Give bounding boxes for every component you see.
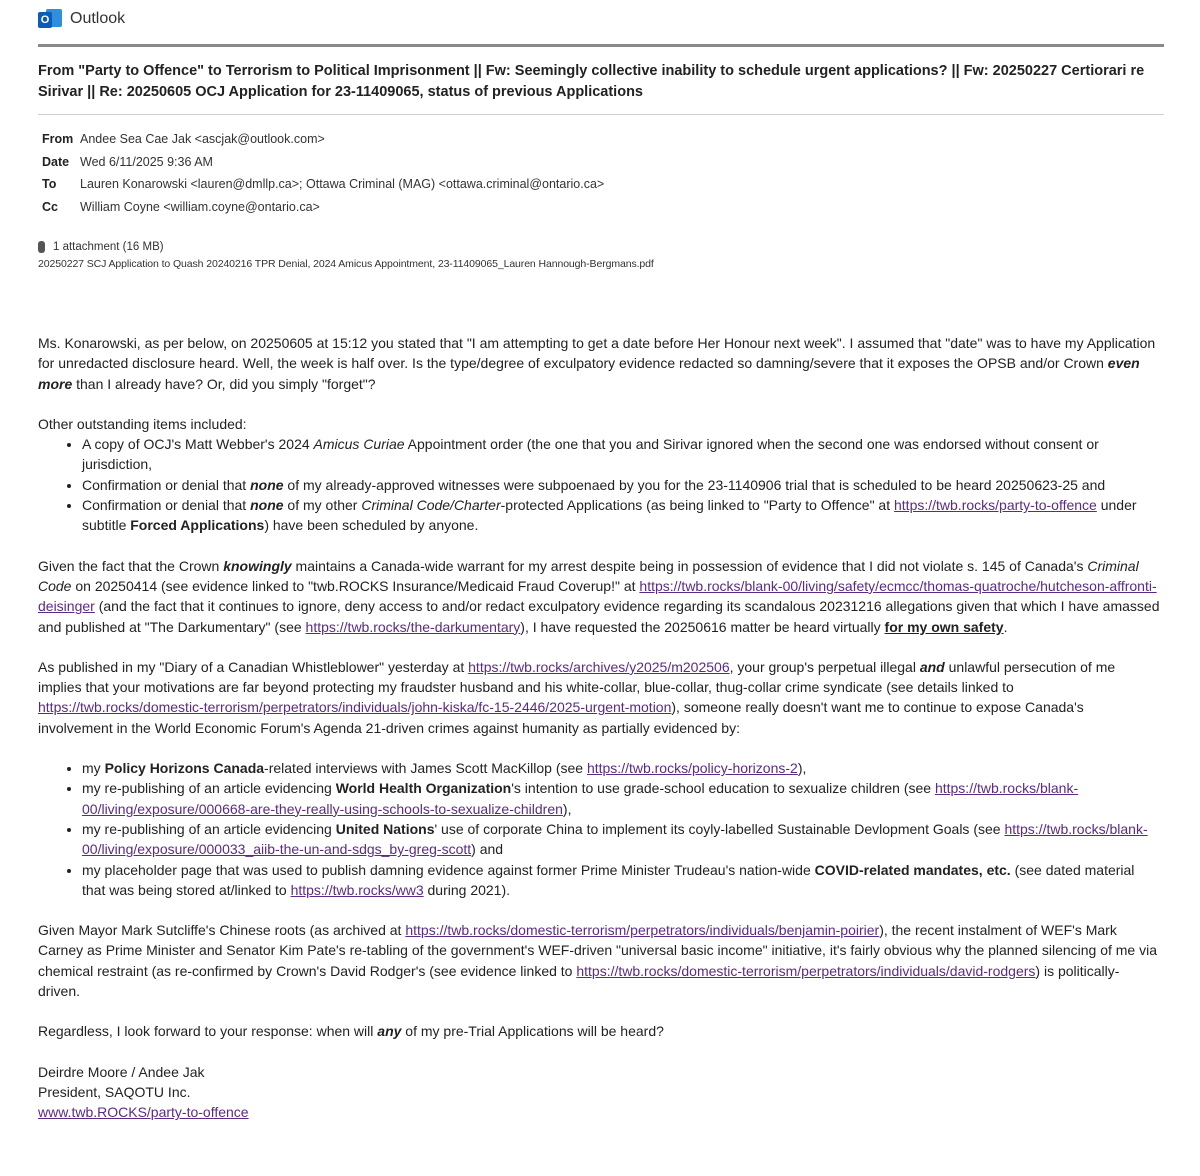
- david-rodgers-link[interactable]: https://twb.rocks/domestic-terrorism/perpetrators/individuals/david-rodgers: [576, 962, 1036, 979]
- app-name: Outlook: [70, 10, 126, 27]
- darkumentary-link[interactable]: https://twb.rocks/the-darkumentary: [305, 618, 521, 635]
- list-item: • Confirmation or denial that none of my other Criminal Code/Charter-protected Applications (as being linked to "Party to Offence" at https://twb.rocks/party-to-offence under subtitle Forced Applications) have been scheduled by anyone.: [82, 495, 1160, 536]
- app-header: [38, 6, 125, 32]
- outstanding-intro: Other outstanding items included:: [38, 415, 247, 432]
- list-item: • Confirmation or denial that none of my already-approved witnesses were subpoenaed by you for the 23-1140906 trial that is scheduled to be heard 20250623-25 and: [82, 475, 1160, 495]
- cc-value[interactable]: William Coyne <william.coyne@ontario.ca>: [80, 199, 320, 214]
- list-item: • my re-publishing of an article evidencing United Nations' use of corporate China to implement its coyly-labelled Sustainable Devlopment Goals (see https://twb.rocks/blank-00/living/exposure/000033_aiib-the-un-and-sdgs_by-greg-scott) and: [82, 819, 1160, 860]
- email-header-fields: [42, 128, 604, 218]
- email-body: [38, 333, 1160, 1123]
- from-row: [42, 128, 604, 151]
- benjamin-poirier-link[interactable]: https://twb.rocks/domestic-terrorism/perpetrators/individuals/benjamin-poirier: [405, 922, 880, 939]
- evidence-list: [38, 758, 1160, 900]
- date-row: [42, 151, 604, 174]
- paragraph-4: As published in my "Diary of a Canadian Whistleblower" yesterday at https://twb.rocks/archives/y2025/m202506, your group's perpetual illegal and unlawful persecution of me implies that your motivations are far beyond protecting my fraudster husband and his white-collar, blue-collar, thug-collar crime syndicate (see details linked to https://twb.rocks/domestic-terrorism/perpetrators/individuals/john-kiska/fc-15-2446/2025-urgent-motion), someone really doesn't want me to continue to expose Canada's involvement in the World Economic Forum's Agenda 21-driven crimes against humanity as partially evidenced by:: [38, 658, 1116, 736]
- party-to-offence-link[interactable]: https://twb.rocks/party-to-offence: [894, 497, 1097, 514]
- urgent-motion-link[interactable]: https://twb.rocks/domestic-terrorism/perpetrators/individuals/john-kiska/fc-15-2446/2025-urgent-motion: [38, 699, 672, 716]
- from-value[interactable]: Andee Sea Cae Jak <ascjak@outlook.com>: [80, 132, 325, 146]
- attachment-count: 1 attachment (16 MB): [53, 241, 164, 253]
- fraud-coverup-link[interactable]: https://twb.rocks/blank-00/living/safety/ecmcc/thomas-quatroche/hutcheson-affronti-deisinger: [38, 577, 1157, 615]
- from-label: From: [42, 132, 74, 146]
- paperclip-icon: [38, 241, 45, 253]
- date-value: Wed 6/11/2025 9:36 AM: [80, 154, 213, 169]
- paragraph-1: Ms. Konarowski, as per below, on 20250605 at 15:12 you stated that "I am attempting to get a date before Her Honour next week". I assumed that "date" was to have my Application for unredacted disclosure heard. Well, the week is half over. Is the type/degree of exculpatory evidence redacted so damning/severe that it exposes the OPSB and/or Crown even more than I already have? Or, did you simply "forget"?: [38, 335, 1156, 392]
- policy-horizons-link[interactable]: https://twb.rocks/policy-horizons-2: [586, 760, 798, 777]
- signature-link[interactable]: www.twb.ROCKS/party-to-offence: [38, 1104, 249, 1121]
- paragraph-6: Regardless, I look forward to your response: when will any of my pre-Trial Applications will be heard?: [38, 1023, 664, 1040]
- archives-link[interactable]: https://twb.rocks/archives/y2025/m202506: [468, 658, 730, 675]
- un-article-link[interactable]: https://twb.rocks/blank-00/living/exposure/000033_aiib-the-un-and-sdgs_by-greg-scott: [82, 820, 1148, 858]
- list-item: • A copy of OCJ's Matt Webber's 2024 Amicus Curiae Appointment order (the one that you and Sirivar ignored when the second one was endorsed without consent or jurisdiction,: [82, 434, 1160, 475]
- email-subject: From "Party to Offence" to Terrorism to Political Imprisonment || Fw: Seemingly collective inability to schedule urgent applications? || Fw: 20250227 Certiorari re Sirivar || Re: 20250605 OCJ Application for 23-11409065, status of previous Applications: [38, 63, 1145, 100]
- list-item: • my Policy Horizons Canada-related interviews with James Scott MacKillop (see https://twb.rocks/policy-horizons-2),: [82, 758, 1160, 778]
- signature-title: President, SAQOTU Inc.: [38, 1083, 191, 1100]
- to-label: To: [42, 177, 57, 191]
- outstanding-list: [38, 434, 1160, 535]
- ww3-link[interactable]: https://twb.rocks/ww3: [290, 881, 424, 898]
- attachments: [38, 241, 654, 270]
- list-item: • my re-publishing of an article evidencing World Health Organization's intention to use grade-school education to sexualize children (see https://twb.rocks/blank-00/living/exposure/000668-are-they-really-using-schools-to-sexualize-children),: [82, 778, 1160, 819]
- cc-label: Cc: [42, 199, 58, 214]
- header-divider: [38, 44, 1164, 47]
- date-label: Date: [42, 154, 70, 169]
- who-article-link[interactable]: https://twb.rocks/blank-00/living/exposure/000668-are-they-really-using-schools-to-sexualize-children: [82, 780, 1079, 817]
- to-value[interactable]: Lauren Konarowski <lauren@dmllp.ca>; Ottawa Criminal (MAG) <ottawa.criminal@ontario.ca>: [80, 177, 605, 191]
- paragraph-3: Given the fact that the Crown knowingly maintains a Canada-wide warrant for my arrest despite being in possession of evidence that I did not violate s. 145 of Canada's Criminal Code on 20250414 (see evidence linked to "twb.ROCKS Insurance/Medicaid Fraud Coverup!" at https://twb.rocks/blank-00/living/safety/ecmcc/thomas-quatroche/hutcheson-affronti-deisinger (and the fact that it continues to ignore, deny access to and/or redact exculpatory evidence regarding its scandalous 20231216 allegations given that which I have amassed and published at "The Darkumentary" (see https://twb.rocks/the-darkumentary), I have requested the 20250616 matter be heard virtually for my own safety.: [38, 557, 1160, 635]
- subject-divider: [38, 114, 1164, 115]
- paragraph-5: Given Mayor Mark Sutcliffe's Chinese roots (as archived at https://twb.rocks/domestic-terrorism/perpetrators/individuals/benjamin-poirier), the recent instalment of WEF's Mark Carney as Prime Minister and Senator Kim Pate's re-tabling of the government's WEF-driven "universal basic income" initiative, it's fairly obvious why the planned silencing of me via chemical restraint (as re-confirmed by Crown's David Rodger's (see evidence linked to https://twb.rocks/domestic-terrorism/perpetrators/individuals/david-rodgers) is politically-driven.: [38, 922, 1158, 1000]
- outlook-logo-icon: O: [38, 8, 62, 30]
- list-item: • my placeholder page that was used to publish damning evidence against former Prime Minister Trudeau's nation-wide COVID-related mandates, etc. (see dated material that was being stored at/linked to https://twb.rocks/ww3 during 2021).: [82, 860, 1160, 901]
- signature-name: Deirdre Moore / Andee Jak: [38, 1063, 205, 1080]
- to-row: [42, 173, 604, 196]
- cc-row: [42, 196, 604, 219]
- attachment-file[interactable]: 20250227 SCJ Application to Quash 20240216 TPR Denial, 2024 Amicus Appointment, 23-11409065_Lauren Hannough-Bergmans.pdf: [38, 258, 654, 270]
